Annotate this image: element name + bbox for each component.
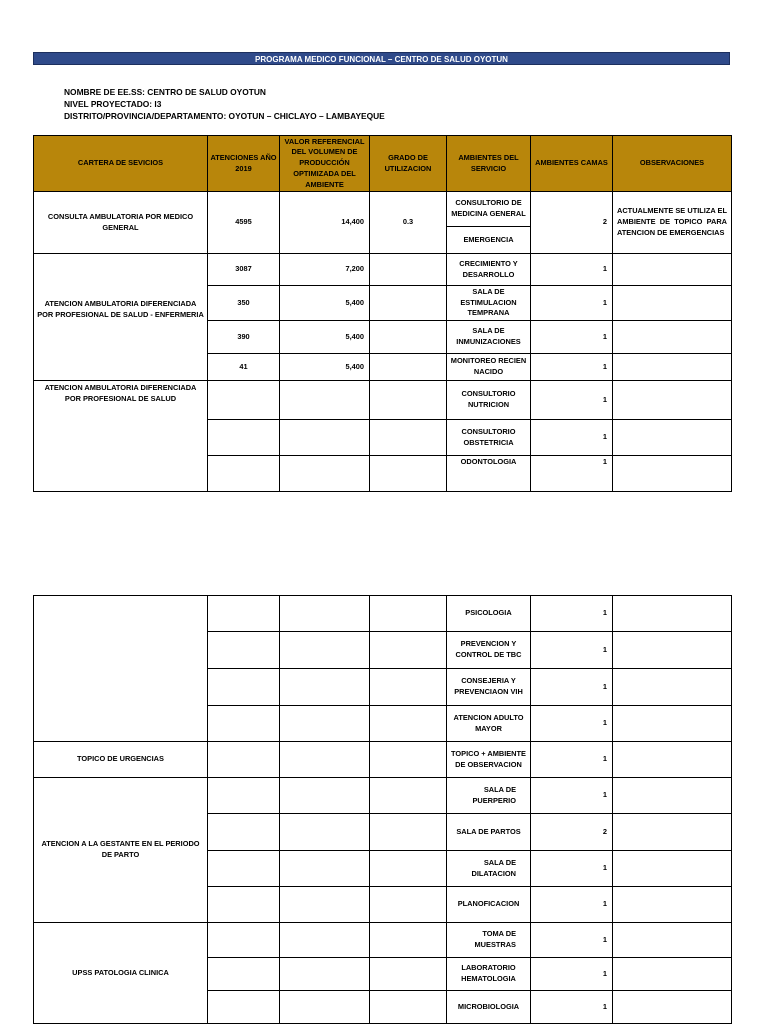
observation-cell: ACTUALMENTE SE UTILIZA EL AMBIENTE DE TOPICO PARA ATENCION DE EMERGENCIAS [613, 192, 732, 254]
header-valor: VALOR REFERENCIAL DEL VOLUMEN DE PRODUCCIÓN OPTIMIZADA DEL AMBIENTE [280, 136, 370, 192]
valor-cell: 5,400 [280, 354, 370, 381]
grado-cell: 0.3 [370, 192, 447, 254]
table-row [34, 742, 732, 778]
services-table-1 [33, 135, 732, 492]
grado-cell [370, 596, 447, 632]
valor-cell [280, 814, 370, 851]
grado-cell [370, 321, 447, 354]
observation-cell [613, 321, 732, 354]
atenciones-cell [208, 991, 280, 1024]
camas-cell: 1 [531, 958, 613, 991]
grado-cell [370, 706, 447, 742]
ambiente-cell: CRECIMIENTO Y DESARROLLO [447, 254, 531, 286]
observation-cell [613, 991, 732, 1024]
camas-cell: 1 [531, 456, 613, 492]
observation-cell [613, 286, 732, 321]
ambiente-cell: PLANOFICACION [447, 887, 531, 923]
grado-cell [370, 887, 447, 923]
atenciones-cell: 3087 [208, 254, 280, 286]
grado-cell [370, 632, 447, 669]
location-line: DISTRITO/PROVINCIA/DEPARTAMENTO: OYOTUN – CHICLAYO – LAMBAYEQUE [64, 111, 385, 121]
camas-cell: 1 [531, 851, 613, 887]
camas-cell: 1 [531, 887, 613, 923]
atenciones-cell [208, 887, 280, 923]
grado-cell [370, 991, 447, 1024]
atenciones-cell [208, 923, 280, 958]
table-row [34, 381, 732, 420]
ambiente-cell: SALA DE INMUNIZACIONES [447, 321, 531, 354]
observation-cell [613, 632, 732, 669]
observation-cell [613, 851, 732, 887]
grado-cell [370, 958, 447, 991]
service-name: ATENCION AMBULATORIA DIFERENCIADA POR PROFESIONAL DE SALUD - ENFERMERIA [34, 254, 208, 381]
atenciones-cell [208, 381, 280, 420]
observation-cell [613, 814, 732, 851]
grado-cell [370, 286, 447, 321]
valor-cell: 5,400 [280, 286, 370, 321]
ambiente-cell: TOPICO + AMBIENTE DE OBSERVACION [447, 742, 531, 778]
service-name: ATENCION A LA GESTANTE EN EL PERIODO DE PARTO [34, 778, 208, 923]
atenciones-cell [208, 632, 280, 669]
valor-cell [280, 851, 370, 887]
atenciones-cell [208, 814, 280, 851]
atenciones-cell [208, 669, 280, 706]
camas-cell: 1 [531, 742, 613, 778]
ambiente-cell: CONSEJERIA Y PREVENCIAON VIH [447, 669, 531, 706]
header-camas: AMBIENTES CAMAS [531, 136, 613, 192]
ambiente-cell: CONSULTORIO OBSTETRICIA [447, 420, 531, 456]
atenciones-cell [208, 706, 280, 742]
valor-cell [280, 887, 370, 923]
atenciones-cell [208, 456, 280, 492]
valor-cell [280, 706, 370, 742]
atenciones-cell [208, 778, 280, 814]
table-row [34, 192, 732, 227]
observation-cell [613, 456, 732, 492]
ambiente-cell: CONSULTORIO DE MEDICINA GENERAL [447, 192, 531, 227]
table-row [34, 923, 732, 958]
valor-cell: 14,400 [280, 192, 370, 254]
ambiente-cell: ODONTOLOGIA [447, 456, 531, 492]
service-name: ATENCION AMBULATORIA DIFERENCIADA POR PROFESIONAL DE SALUD [34, 381, 208, 492]
table-row [34, 596, 732, 632]
service-name: TOPICO DE URGENCIAS [34, 742, 208, 778]
valor-cell: 7,200 [280, 254, 370, 286]
observation-cell [613, 254, 732, 286]
ambiente-cell: TOMA DE MUESTRAS [447, 923, 531, 958]
valor-cell [280, 923, 370, 958]
table-row [34, 254, 732, 286]
valor-cell [280, 456, 370, 492]
header-atenciones: ATENCIONES AÑO 2019 [208, 136, 280, 192]
atenciones-cell: 4595 [208, 192, 280, 254]
grado-cell [370, 381, 447, 420]
valor-cell [280, 991, 370, 1024]
ambiente-cell: MONITOREO RECIEN NACIDO [447, 354, 531, 381]
valor-cell [280, 381, 370, 420]
camas-cell: 1 [531, 991, 613, 1024]
observation-cell [613, 596, 732, 632]
header-grado: GRADO DE UTILIZACION [370, 136, 447, 192]
grado-cell [370, 420, 447, 456]
camas-cell: 1 [531, 706, 613, 742]
ambiente-cell: MICROBIOLOGIA [447, 991, 531, 1024]
valor-cell [280, 958, 370, 991]
grado-cell [370, 923, 447, 958]
ambiente-cell: PSICOLOGIA [447, 596, 531, 632]
valor-cell: 5,400 [280, 321, 370, 354]
table-row [34, 778, 732, 814]
ambiente-cell: SALA DE PARTOS [447, 814, 531, 851]
atenciones-cell [208, 851, 280, 887]
valor-cell [280, 669, 370, 706]
observation-cell [613, 420, 732, 456]
ambiente-cell: SALA DE DILATACION [447, 851, 531, 887]
observation-cell [613, 669, 732, 706]
grado-cell [370, 778, 447, 814]
camas-cell: 2 [531, 814, 613, 851]
ambiente-cell: CONSULTORIO NUTRICION [447, 381, 531, 420]
camas-cell: 1 [531, 321, 613, 354]
camas-cell: 1 [531, 286, 613, 321]
atenciones-cell: 41 [208, 354, 280, 381]
ambiente-cell: PREVENCION Y CONTROL DE TBC [447, 632, 531, 669]
camas-cell: 1 [531, 923, 613, 958]
grado-cell [370, 254, 447, 286]
document-title-banner: PROGRAMA MEDICO FUNCIONAL – CENTRO DE SALUD OYOTUN [33, 52, 730, 65]
atenciones-cell: 350 [208, 286, 280, 321]
valor-cell [280, 778, 370, 814]
valor-cell [280, 632, 370, 669]
ambiente-cell: ATENCION ADULTO MAYOR [447, 706, 531, 742]
observation-cell [613, 706, 732, 742]
service-name: UPSS PATOLOGIA CLINICA [34, 923, 208, 1024]
ambiente-cell: SALA DE PUERPERIO [447, 778, 531, 814]
observation-cell [613, 778, 732, 814]
camas-cell: 1 [531, 669, 613, 706]
observation-cell [613, 923, 732, 958]
grado-cell [370, 742, 447, 778]
camas-cell: 2 [531, 192, 613, 254]
valor-cell [280, 420, 370, 456]
grado-cell [370, 814, 447, 851]
observation-cell [613, 381, 732, 420]
ambiente-cell: EMERGENCIA [447, 227, 531, 254]
observation-cell [613, 742, 732, 778]
service-name: CONSULTA AMBULATORIA POR MEDICO GENERAL [34, 192, 208, 254]
ambiente-cell: LABORATORIO HEMATOLOGIA [447, 958, 531, 991]
observation-cell [613, 887, 732, 923]
camas-cell: 1 [531, 596, 613, 632]
atenciones-cell [208, 742, 280, 778]
atenciones-cell [208, 420, 280, 456]
ambiente-cell: SALA DE ESTIMULACION TEMPRANA [447, 286, 531, 321]
camas-cell: 1 [531, 778, 613, 814]
camas-cell: 1 [531, 420, 613, 456]
camas-cell: 1 [531, 381, 613, 420]
grado-cell [370, 456, 447, 492]
observation-cell [613, 354, 732, 381]
grado-cell [370, 851, 447, 887]
camas-cell: 1 [531, 354, 613, 381]
valor-cell [280, 742, 370, 778]
header-cartera: CARTERA DE SEVICIOS [34, 136, 208, 192]
table-header-row [34, 136, 732, 192]
atenciones-cell: 390 [208, 321, 280, 354]
service-name [34, 596, 208, 742]
header-ambientes: AMBIENTES DEL SERVICIO [447, 136, 531, 192]
grado-cell [370, 669, 447, 706]
atenciones-cell [208, 958, 280, 991]
header-observaciones: OBSERVACIONES [613, 136, 732, 192]
atenciones-cell [208, 596, 280, 632]
observation-cell [613, 958, 732, 991]
facility-name: NOMBRE DE EE.SS: CENTRO DE SALUD OYOTUN [64, 87, 266, 97]
grado-cell [370, 354, 447, 381]
services-table-2 [33, 595, 732, 1024]
camas-cell: 1 [531, 632, 613, 669]
valor-cell [280, 596, 370, 632]
projected-level: NIVEL PROYECTADO: I3 [64, 99, 162, 109]
camas-cell: 1 [531, 254, 613, 286]
